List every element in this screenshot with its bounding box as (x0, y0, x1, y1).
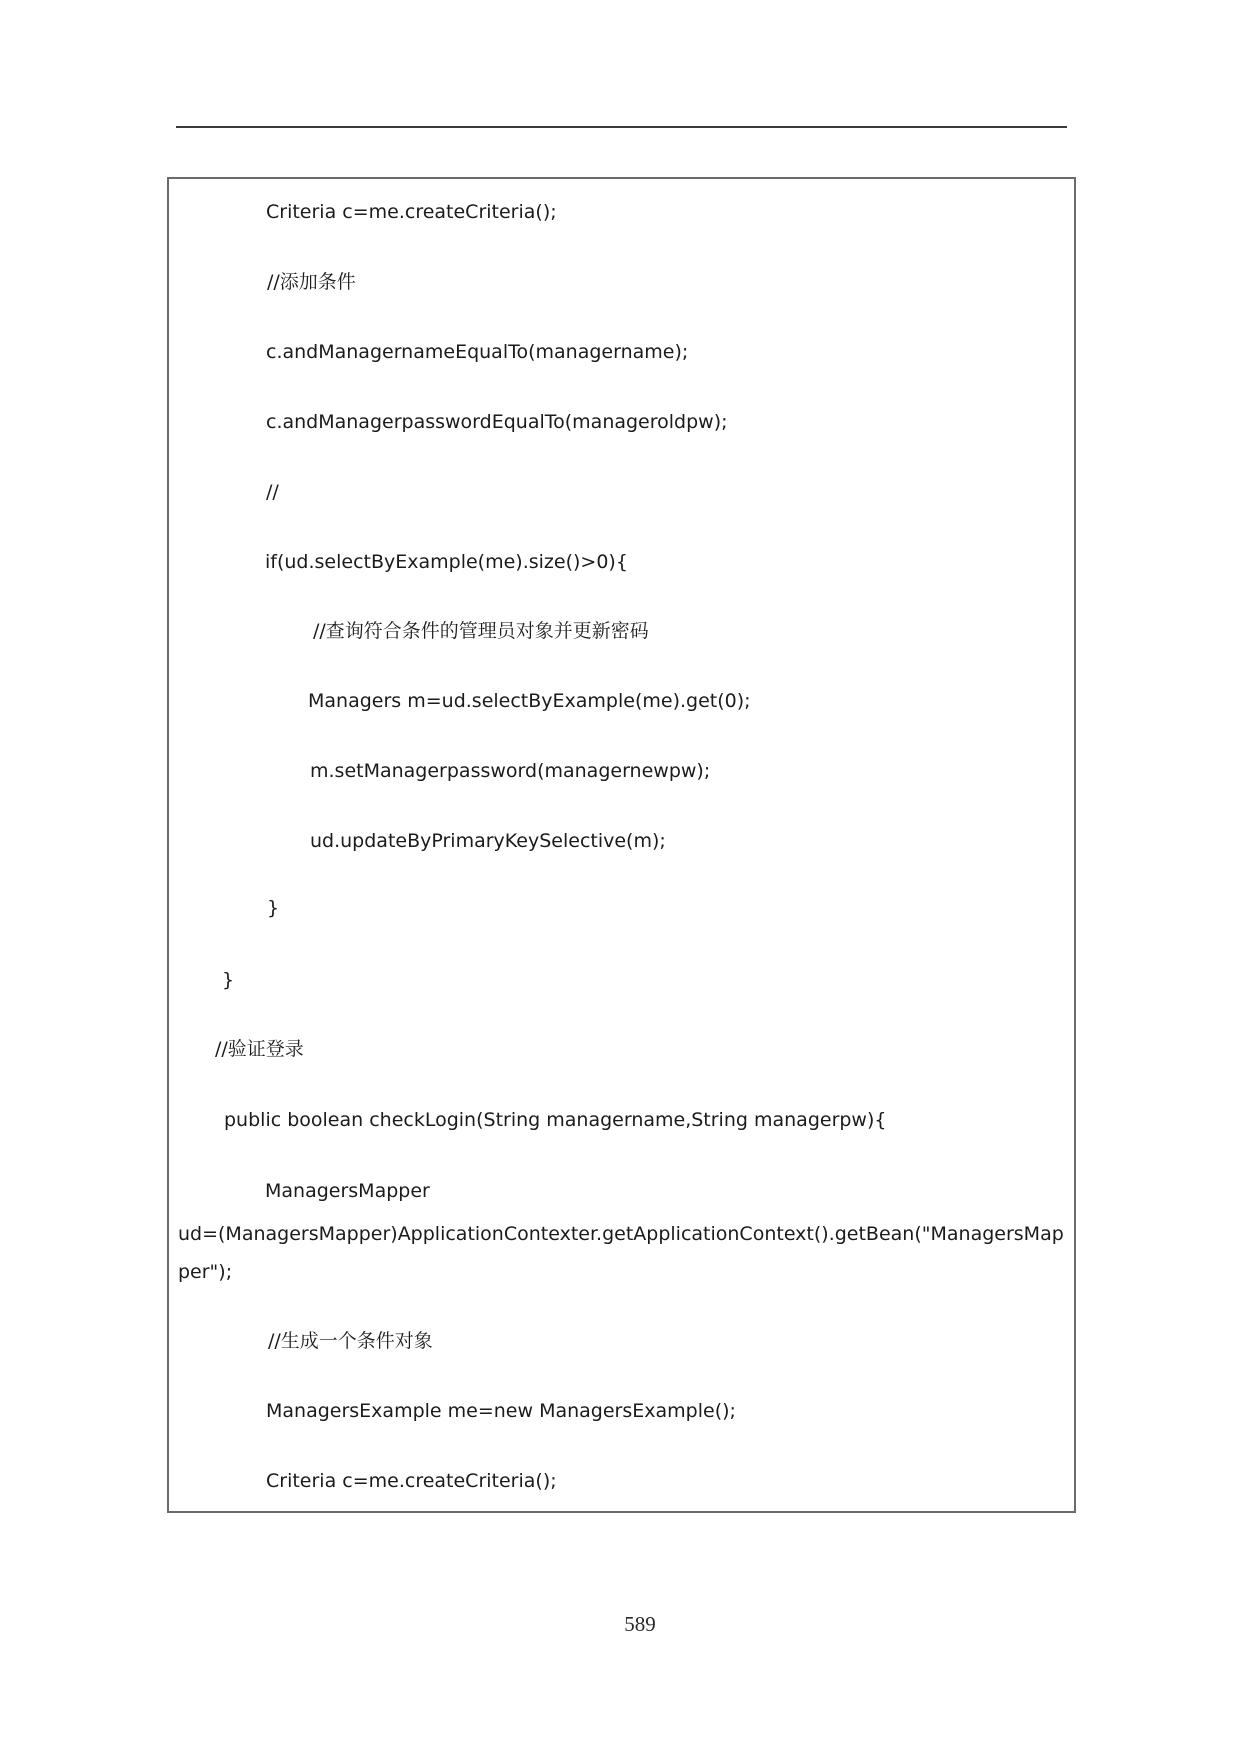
header-rule (176, 126, 1067, 128)
code-comment-line: //验证登录 (215, 1038, 304, 1060)
code-line: } (267, 897, 280, 919)
code-line: ud=(ManagersMapper)ApplicationContexter.getApplicationContext().getBean("ManagersMap (178, 1223, 1064, 1245)
code-line: Criteria c=me.createCriteria(); (266, 201, 557, 223)
code-line: per"); (178, 1261, 233, 1283)
code-comment-line: //生成一个条件对象 (268, 1330, 433, 1352)
code-line: ManagersExample me=new ManagersExample(); (266, 1400, 736, 1422)
code-line: public boolean checkLogin(String managername,String managerpw){ (224, 1109, 887, 1131)
code-line: Criteria c=me.createCriteria(); (266, 1470, 557, 1492)
code-line: ManagersMapper (265, 1180, 430, 1202)
code-line: c.andManagerpasswordEqualTo(manageroldpw); (266, 411, 728, 433)
code-line: ud.updateByPrimaryKeySelective(m); (310, 830, 666, 852)
code-comment-line: //查询符合条件的管理员对象并更新密码 (313, 620, 649, 642)
code-line: } (222, 969, 235, 991)
code-line: if(ud.selectByExample(me).size()>0){ (265, 551, 628, 573)
code-line: m.setManagerpassword(managernewpw); (310, 760, 711, 782)
page-number: 589 (624, 1612, 656, 1636)
code-comment-line: // (266, 481, 279, 503)
code-comment-line: //添加条件 (267, 271, 356, 293)
code-line: c.andManagernameEqualTo(managername); (266, 341, 689, 363)
code-line: Managers m=ud.selectByExample(me).get(0); (308, 690, 751, 712)
code-panel (167, 177, 1076, 1513)
